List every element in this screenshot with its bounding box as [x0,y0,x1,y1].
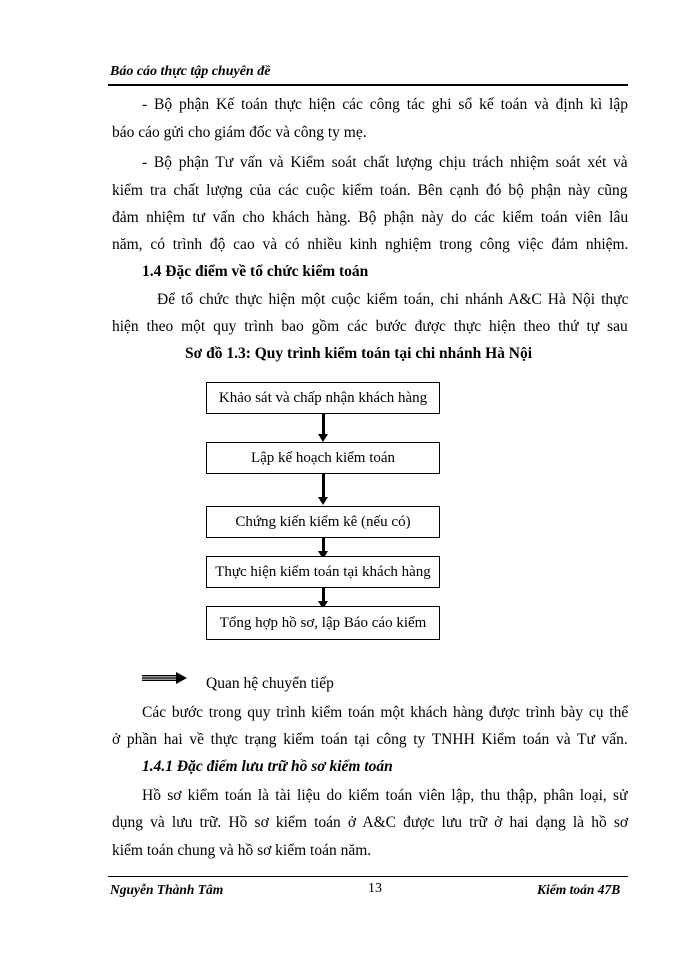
flow-step-1: Khảo sát và chấp nhận khách hàng [206,382,440,414]
para3-line2: hiện theo một quy trình bao gồm các bước được thực hiện theo thứ tự sau [112,318,628,335]
para5-line1: Hồ sơ kiểm toán là tài liệu do kiểm toán viên lập, thu thập, phân loại, sử [142,787,628,804]
para2-line2: kiểm tra chất lượng của các cuộc kiểm toán. Bên cạnh đó bộ phận này cũng [112,182,628,199]
section-heading: 1.4 Đặc điểm về tổ chức kiểm toán [142,263,369,280]
subsection-heading: 1.4.1 Đặc điểm lưu trữ hồ sơ kiểm toán [142,758,393,775]
para4-line1: Các bước trong quy trình kiểm toán một khách hàng được trình bày cụ thể [142,704,629,721]
flow-arrow-2-head [318,497,328,505]
footer-author: Nguyễn Thành Tâm [110,882,224,897]
header-title: Báo cáo thực tập chuyên đề [110,64,271,79]
para4-line2: ở phần hai về thực trạng kiểm toán tại công ty TNHH Kiểm toán và Tư vấn. [112,731,628,748]
flow-step-2: Lập kế hoạch kiểm toán [206,442,440,474]
para1-line2: báo cáo gửi cho giám đốc và công ty mẹ. [112,124,367,141]
para2-line1: - Bộ phận Tư vấn và Kiểm soát chất lượng chịu trách nhiệm soát xét và [142,154,628,171]
flow-step-5: Tổng hợp hồ sơ, lập Báo cáo kiểm [206,606,440,640]
para2-line4: năm, có trình độ cao và có nhiều kinh nghiệm trong công việc đảm nhiệm. [112,236,629,253]
para5-line3: kiểm toán chung và hồ sơ kiểm toán năm. [112,842,372,859]
para1-line1: - Bộ phận Kế toán thực hiện các công tác ghi sổ kế toán và định kì lập [142,96,628,113]
page-number: 13 [368,881,382,896]
para3-line1: Để tổ chức thực hiện một cuộc kiểm toán, chi nhánh A&C Hà Nội thực [157,291,629,308]
legend-arrow-icon [142,671,188,685]
flow-arrow-1 [322,414,325,436]
footer-class: Kiểm toán 47B [537,882,621,897]
legend-label: Quan hệ chuyển tiếp [206,675,334,692]
flow-step-4: Thực hiện kiểm toán tại khách hàng [206,556,440,588]
para2-line3: đảm nhiệm tư vấn cho khách hàng. Bộ phận này do các kiểm toán viên lâu [112,209,629,226]
flow-step-3: Chứng kiến kiểm kê (nếu có) [206,506,440,538]
footer-rule [108,876,628,877]
diagram-title: Sơ đồ 1.3: Quy trình kiểm toán tại chi nhánh Hà Nội [185,345,533,362]
para5-line2: dụng và lưu trữ. Hồ sơ kiểm toán ở A&C được lưu trữ ở hai dạng là hồ sơ [112,814,629,831]
header-rule [108,84,628,86]
flow-arrow-1-head [318,434,328,442]
